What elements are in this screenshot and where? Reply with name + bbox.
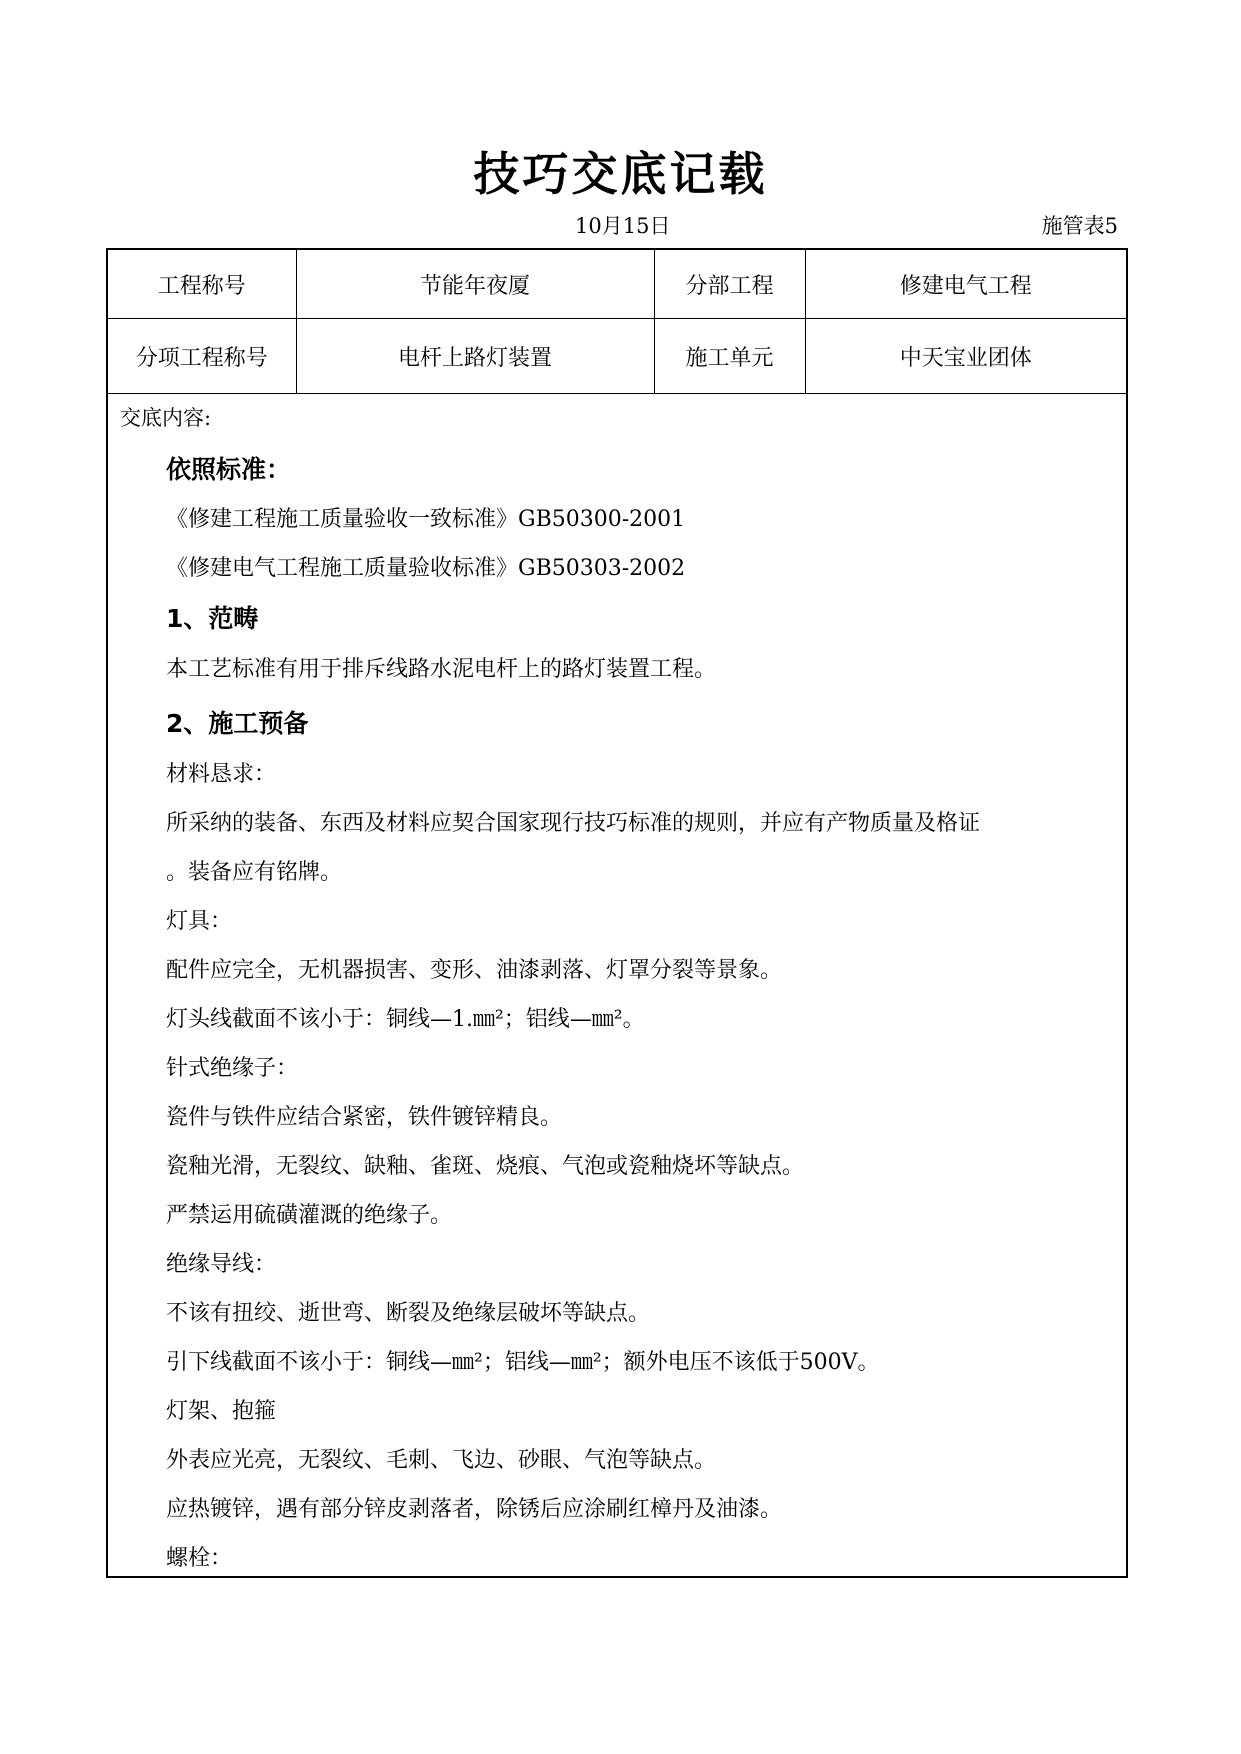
section-heading: 2、施工预备 bbox=[166, 709, 309, 738]
content-line: 瓷件与铁件应结合紧密，铁件镀锌精良。 bbox=[166, 1105, 563, 1130]
division-label: 分部工程 bbox=[654, 250, 805, 319]
content-line: 应热镀锌，遇有部分锌皮剥落者，除锈后应涂刷红樟丹及油漆。 bbox=[166, 1497, 783, 1522]
content-line: 。装备应有铭牌。 bbox=[166, 860, 343, 885]
content-line: 《修建工程施工质量验收一致标准》GB50300-2001 bbox=[166, 507, 686, 532]
content-line: 绝缘导线： bbox=[166, 1252, 277, 1277]
content-line: 灯架、抱箍 bbox=[166, 1399, 277, 1424]
subitem-name-label: 分项工程称号 bbox=[108, 319, 296, 394]
section-heading: 1、范畴 bbox=[166, 604, 259, 633]
content-line: 灯具： bbox=[166, 909, 233, 934]
record-frame bbox=[106, 248, 1128, 1578]
content-line: 配件应完全，无机器损害、变形、油漆剥落、灯罩分裂等景象。 bbox=[166, 958, 783, 983]
content-line: 灯头线截面不该小于：铜线—1.㎜²；铝线—㎜²。 bbox=[166, 1007, 645, 1032]
content-line: 外表应光亮，无裂纹、毛刺、飞边、砂眼、气泡等缺点。 bbox=[166, 1448, 717, 1473]
content-line: 《修建电气工程施工质量验收标准》GB50303-2002 bbox=[166, 556, 686, 581]
info-row-project bbox=[108, 250, 1126, 319]
content-line: 所采纳的装备、东西及材料应契合国家现行技巧标准的规则，并应有产物质量及格证 bbox=[166, 811, 981, 836]
content-label: 交底内容: bbox=[120, 406, 212, 430]
contractor-label: 施工单元 bbox=[654, 319, 805, 394]
form-number: 施管表5 bbox=[1041, 214, 1118, 238]
content-line: 本工艺标准有用于排斥线路水泥电杆上的路灯装置工程。 bbox=[166, 657, 717, 682]
project-name-value: 节能年夜厦 bbox=[296, 250, 654, 319]
content-line: 严禁运用硫磺灌溉的绝缘子。 bbox=[166, 1203, 453, 1228]
content-line: 引下线截面不该小于：铜线—㎜²；铝线—㎜²；额外电压不该低于500V。 bbox=[166, 1350, 880, 1375]
division-value: 修建电气工程 bbox=[805, 250, 1126, 319]
contractor-value: 中天宝业团体 bbox=[805, 319, 1126, 394]
document-date: 10月15日 bbox=[575, 214, 671, 238]
content-line: 材料恳求： bbox=[166, 762, 277, 787]
content-line: 不该有扭绞、逝世弯、断裂及绝缘层破坏等缺点。 bbox=[166, 1301, 651, 1326]
info-table bbox=[108, 250, 1126, 394]
content-line: 针式绝缘子： bbox=[166, 1056, 299, 1081]
subitem-name-value: 电杆上路灯装置 bbox=[296, 319, 654, 394]
content-line: 瓷釉光滑，无裂纹、缺釉、雀斑、烧痕、气泡或瓷釉烧坏等缺点。 bbox=[166, 1154, 805, 1179]
section-heading: 依照标准： bbox=[166, 455, 292, 484]
document-title: 技巧交底记载 bbox=[473, 147, 768, 201]
info-row-subitem bbox=[108, 319, 1126, 394]
project-name-label: 工程称号 bbox=[108, 250, 296, 319]
content-line: 螺栓： bbox=[166, 1546, 233, 1571]
